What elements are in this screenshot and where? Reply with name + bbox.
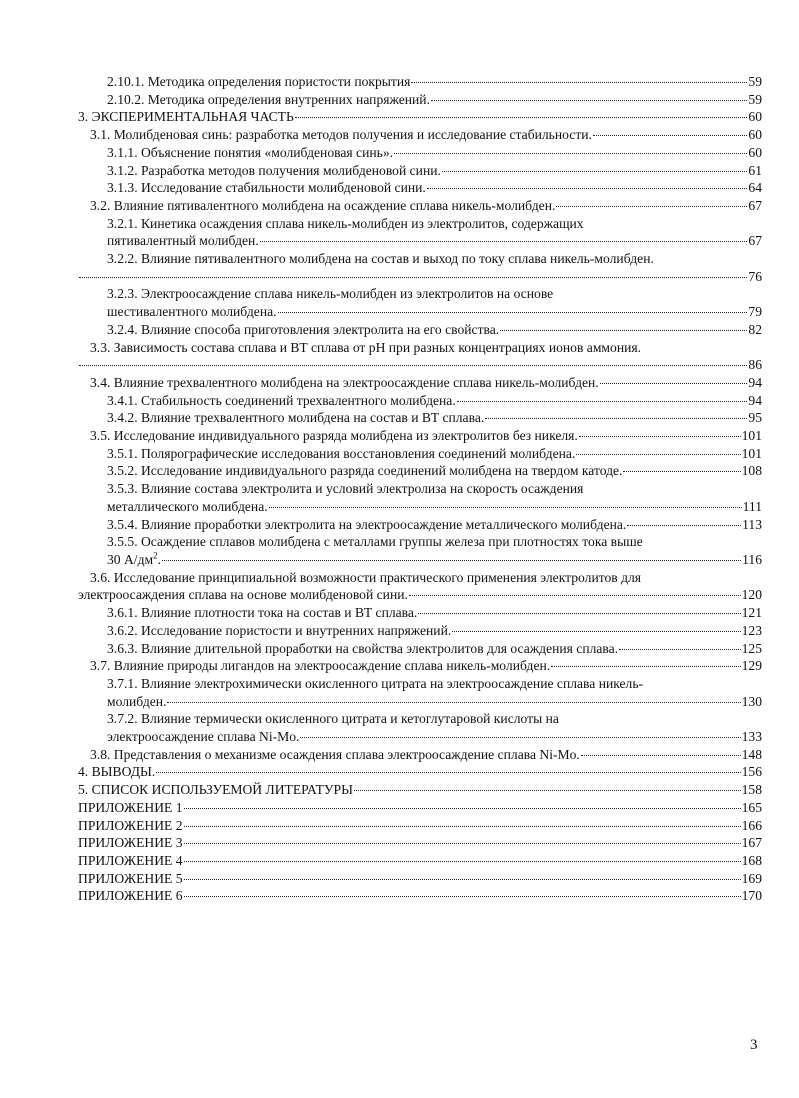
toc-entry-row [78, 551, 762, 569]
toc-entry-row [78, 108, 762, 126]
toc-entry[interactable] [78, 675, 762, 710]
toc-entry-title: 2.10.2. Методика определения внутренних напряжений. [107, 91, 430, 107]
toc-entry-row [78, 799, 762, 817]
toc-entry-title-line: 3.5.5. Осаждение сплавов молибдена с металлами группы железа при плотностях тока выше [107, 534, 643, 550]
toc-entry-page: 101 [741, 428, 762, 444]
toc-entry-page: 169 [741, 870, 762, 886]
toc-entry-page: 113 [742, 516, 762, 532]
toc-entry[interactable] [78, 852, 762, 870]
toc-entry-title: 3.6.1. Влияние плотности тока на состав и ВТ сплава. [107, 605, 418, 621]
toc-entry-page: 116 [742, 551, 762, 567]
toc-entry-page: 67 [748, 197, 762, 213]
toc-entry[interactable] [78, 215, 762, 250]
dot-leader [354, 790, 741, 791]
toc-entry-continuation-text: пятивалентный молибден. [107, 233, 259, 249]
toc-entry-row [78, 834, 762, 852]
toc-entry-page: 111 [742, 498, 762, 514]
toc-entry-page: 59 [748, 74, 762, 89]
dot-leader [278, 312, 748, 313]
toc-entry[interactable] [78, 339, 762, 374]
toc-entry[interactable] [78, 763, 762, 781]
toc-entry-title-line: 3.6. Исследование принципиальной возможности практического применения электролитов для [90, 569, 642, 585]
toc-entry-title-line: 3.2.1. Кинетика осаждения сплава никель-молибден из электролитов, содержащих [107, 215, 584, 231]
dot-leader [485, 418, 747, 419]
dot-leader [500, 330, 747, 331]
dot-leader [600, 383, 748, 384]
toc-entry-row [78, 462, 762, 480]
dot-leader [581, 755, 741, 756]
toc-entry-row [78, 321, 762, 339]
toc-entry-page: 125 [741, 640, 762, 656]
toc-entry-title: 3.8. Представления о механизме осаждения сплава электроосаждение сплава Ni-Mo. [90, 746, 580, 762]
toc-entry-row [78, 746, 762, 764]
toc-entry[interactable] [78, 392, 762, 410]
toc-entry-row [78, 162, 762, 180]
toc-entry-continuation-text: шестивалентного молибдена. [107, 304, 277, 320]
toc-entry[interactable] [78, 834, 762, 852]
toc-entry-title: 3.2. Влияние пятивалентного молибдена на осаждение сплава никель-молибден. [90, 197, 556, 213]
toc-entry[interactable] [78, 179, 762, 197]
toc-entry-row [78, 622, 762, 640]
toc-entry-page: 60 [748, 109, 762, 125]
toc-entry-page: 60 [748, 127, 762, 143]
toc-entry-title: 3.5.1. Полярографические исследования восстановления соединений молибдена. [107, 445, 576, 461]
toc-entry-row [78, 870, 762, 888]
dot-leader [184, 843, 741, 844]
superscript: 2 [153, 550, 158, 561]
toc-entry-title: 2.10.1. Методика определения пористости покрытия [107, 74, 411, 89]
toc-entry-row [78, 91, 762, 109]
dot-leader [184, 896, 741, 897]
toc-entry-row [78, 126, 762, 144]
toc-entry-page: 82 [748, 321, 762, 337]
toc-entry-title: 3.5.2. Исследование индивидуального разряда соединений молибдена на твердом катоде. [107, 463, 623, 479]
toc-entry-title: 4. ВЫВОДЫ. [78, 764, 156, 780]
toc-entry-title: 3.1.2. Разработка методов получения молибденовой сини. [107, 162, 441, 178]
toc-entry-continuation-text: металлического молибдена. [107, 498, 268, 514]
dot-leader [260, 241, 748, 242]
dot-leader [627, 525, 741, 526]
toc-entry-row [78, 640, 762, 658]
toc-entry-title-continuation [107, 551, 161, 569]
toc-entry-continuation-text: электроосаждения сплава на основе молибденовой сини. [78, 587, 408, 603]
table-of-contents [78, 73, 762, 905]
dot-leader [184, 826, 741, 827]
toc-entry[interactable] [78, 569, 762, 604]
toc-entry-page: 59 [748, 91, 762, 107]
toc-entry[interactable] [78, 321, 762, 339]
toc-entry-title-line: 3.7.1. Влияние электрохимически окисленного цитрата на электроосаждение сплава никель- [107, 675, 644, 691]
toc-entry[interactable] [78, 710, 762, 745]
toc-entry[interactable] [78, 250, 762, 285]
dot-leader [269, 507, 742, 508]
toc-entry-title: ПРИЛОЖЕНИЕ 4 [78, 852, 183, 868]
toc-entry-title: 3.4.1. Стабильность соединений трехвалентного молибдена. [107, 392, 456, 408]
dot-leader [576, 454, 740, 455]
toc-entry[interactable] [78, 285, 762, 320]
dot-leader [167, 702, 740, 703]
toc-entry-title-line: 3.3. Зависимость состава сплава и ВТ сплава от pH при разных концентрациях ионов аммония. [90, 339, 642, 355]
toc-entry-page: 130 [741, 693, 762, 709]
toc-entry-title: ПРИЛОЖЕНИЕ 5 [78, 870, 183, 886]
toc-entry-row [78, 179, 762, 197]
dot-leader [394, 153, 747, 154]
toc-entry-page: 148 [741, 746, 762, 762]
toc-entry-row [78, 303, 762, 321]
toc-entry-continuation-tail: . [157, 551, 162, 567]
dot-leader [411, 82, 747, 83]
toc-entry-page: 158 [741, 782, 762, 798]
toc-entry-page: 86 [748, 357, 762, 373]
toc-entry-title-line: 3.5.3. Влияние состава электролита и условий электролиза на скорость осаждения [107, 481, 584, 497]
dot-leader [623, 471, 740, 472]
dot-leader [593, 135, 747, 136]
toc-entry-row [78, 657, 762, 675]
toc-entry-page: 67 [748, 233, 762, 249]
dot-leader [409, 595, 741, 596]
toc-entry[interactable] [78, 781, 762, 799]
toc-entry[interactable] [78, 799, 762, 817]
toc-entry[interactable] [78, 657, 762, 675]
toc-entry-title: 3.1.1. Объяснение понятия «молибденовая синь». [107, 144, 394, 160]
dot-leader [442, 171, 748, 172]
toc-entry-row [78, 604, 762, 622]
toc-entry[interactable] [78, 409, 762, 427]
dot-leader [295, 117, 748, 118]
toc-entry-page: 129 [741, 658, 762, 674]
toc-entry[interactable] [78, 73, 762, 91]
dot-leader [619, 649, 741, 650]
toc-entry-title: 3.1.3. Исследование стабильности молибденовой сини. [107, 180, 426, 196]
toc-entry-row [78, 197, 762, 215]
toc-entry-title: 3.5. Исследование индивидуального разряда молибдена из электролитов без никеля. [90, 428, 578, 444]
toc-entry[interactable] [78, 126, 762, 144]
toc-entry-title: 3. ЭКСПЕРИМЕНТАЛЬНАЯ ЧАСТЬ [78, 109, 294, 125]
toc-entry-page: 170 [741, 888, 762, 904]
dot-leader [579, 436, 741, 437]
toc-entry-page: 94 [748, 392, 762, 408]
toc-entry-title: ПРИЛОЖЕНИЕ 3 [78, 835, 183, 851]
toc-entry[interactable] [78, 746, 762, 764]
toc-entry-page: 167 [741, 835, 762, 851]
toc-entry-row [78, 445, 762, 463]
toc-entry-title: 3.7. Влияние природы лигандов на электроосаждение сплава никель-молибден. [90, 658, 551, 674]
toc-entry[interactable] [78, 533, 762, 568]
toc-entry-title-line: 3.7.2. Влияние термически окисленного цитрата и кетоглутаровой кислоты на [107, 711, 559, 727]
toc-entry-page: 94 [748, 374, 762, 390]
toc-entry-row [78, 516, 762, 534]
dot-leader [184, 808, 741, 809]
dot-leader [556, 206, 747, 207]
dot-leader [427, 188, 748, 189]
toc-entry-row [78, 498, 762, 516]
toc-entry-continuation-text: электроосаждение сплава Ni-Mo. [107, 729, 300, 745]
toc-entry-page: 108 [741, 463, 762, 479]
toc-entry-row [78, 356, 762, 374]
toc-entry-row [78, 852, 762, 870]
page-number: 3 [750, 1037, 758, 1053]
toc-entry-row [78, 887, 762, 905]
toc-entry-title: 3.6.2. Исследование пористости и внутренних напряжений. [107, 622, 452, 638]
dot-leader [300, 737, 740, 738]
toc-entry-title: ПРИЛОЖЕНИЕ 2 [78, 817, 183, 833]
toc-entry-title: ПРИЛОЖЕНИЕ 1 [78, 799, 183, 815]
toc-entry-title: 3.6.3. Влияние длительной проработки на свойства электролитов для осаждения сплава. [107, 640, 619, 656]
toc-entry-page: 79 [748, 304, 762, 320]
toc-entry[interactable] [78, 516, 762, 534]
toc-entry[interactable] [78, 640, 762, 658]
toc-entry-continuation-text: 30 А/дм [107, 551, 154, 567]
toc-entry-title: 3.4. Влияние трехвалентного молибдена на электроосаждение сплава никель-молибден. [90, 374, 599, 390]
toc-entry-page: 133 [741, 729, 762, 745]
dot-leader [184, 879, 741, 880]
toc-entry[interactable] [78, 108, 762, 126]
toc-entry[interactable] [78, 887, 762, 905]
toc-entry-continuation-text: молибден. [107, 693, 167, 709]
toc-entry-row [78, 586, 762, 604]
toc-entry-page: 166 [741, 817, 762, 833]
toc-entry-row [78, 232, 762, 250]
toc-entry-page: 156 [741, 764, 762, 780]
toc-entry-title-line: 3.2.2. Влияние пятивалентного молибдена на состав и выход по току сплава никель-молибден. [107, 251, 654, 267]
toc-entry-title-continuation [107, 693, 166, 711]
dot-leader [79, 277, 747, 278]
toc-entry-row [78, 781, 762, 799]
toc-entry-page: 121 [741, 605, 762, 621]
toc-entry[interactable] [78, 197, 762, 215]
dot-leader [431, 100, 747, 101]
toc-entry[interactable] [78, 445, 762, 463]
toc-entry-title: 3.4.2. Влияние трехвалентного молибдена на состав и ВТ сплава. [107, 410, 485, 426]
toc-entry-page: 61 [748, 162, 762, 178]
toc-entry-row [78, 427, 762, 445]
toc-entry-title-continuation [78, 586, 408, 604]
dot-leader [79, 365, 747, 366]
toc-entry-page: 123 [741, 622, 762, 638]
toc-entry-title: ПРИЛОЖЕНИЕ 6 [78, 888, 183, 904]
toc-entry-row [78, 817, 762, 835]
toc-entry-page: 95 [748, 410, 762, 426]
toc-entry-title: 3.1. Молибденовая синь: разработка методов получения и исследование стабильности. [90, 127, 592, 143]
toc-entry[interactable] [78, 374, 762, 392]
toc-entry-row [78, 392, 762, 410]
toc-entry[interactable] [78, 144, 762, 162]
toc-entry-page: 60 [748, 144, 762, 160]
toc-entry[interactable] [78, 462, 762, 480]
toc-entry-row [78, 693, 762, 711]
toc-entry-title: 5. СПИСОК ИСПОЛЬЗУЕМОЙ ЛИТЕРАТУРЫ [78, 782, 353, 798]
toc-entry-row [78, 763, 762, 781]
toc-entry-title-continuation [107, 232, 259, 250]
toc-entry-title-continuation [107, 498, 268, 516]
toc-entry-page: 120 [741, 587, 762, 603]
toc-entry[interactable] [78, 162, 762, 180]
toc-entry-page: 101 [741, 445, 762, 461]
toc-entry-row [78, 374, 762, 392]
dot-leader [457, 401, 748, 402]
dot-leader [551, 666, 740, 667]
dot-leader [156, 772, 740, 773]
toc-entry[interactable] [78, 480, 762, 515]
toc-entry[interactable] [78, 427, 762, 445]
toc-entry-page: 64 [748, 180, 762, 196]
toc-entry-row [78, 728, 762, 746]
toc-entry-title-continuation [107, 303, 277, 321]
toc-entry[interactable] [78, 91, 762, 109]
toc-entry-row [78, 144, 762, 162]
dot-leader [452, 631, 740, 632]
toc-entry[interactable] [78, 604, 762, 622]
toc-entry-title: 3.2.4. Влияние способа приготовления электролита на его свойства. [107, 321, 500, 337]
toc-entry-page: 165 [741, 799, 762, 815]
dot-leader [184, 861, 741, 862]
toc-entry[interactable] [78, 870, 762, 888]
dot-leader [162, 560, 741, 561]
toc-entry-title: 3.5.4. Влияние проработки электролита на электроосаждение металлического молибдена. [107, 516, 627, 532]
toc-entry-row [78, 268, 762, 286]
toc-entry[interactable] [78, 817, 762, 835]
toc-entry-page: 76 [748, 268, 762, 284]
toc-entry[interactable] [78, 622, 762, 640]
dot-leader [418, 613, 740, 614]
toc-entry-title-line: 3.2.3. Электроосаждение сплава никель-молибден из электролитов на основе [107, 286, 554, 302]
toc-entry-page: 168 [741, 852, 762, 868]
toc-entry-row [78, 409, 762, 427]
toc-entry-title-continuation [107, 728, 299, 746]
toc-entry-row [78, 73, 762, 91]
